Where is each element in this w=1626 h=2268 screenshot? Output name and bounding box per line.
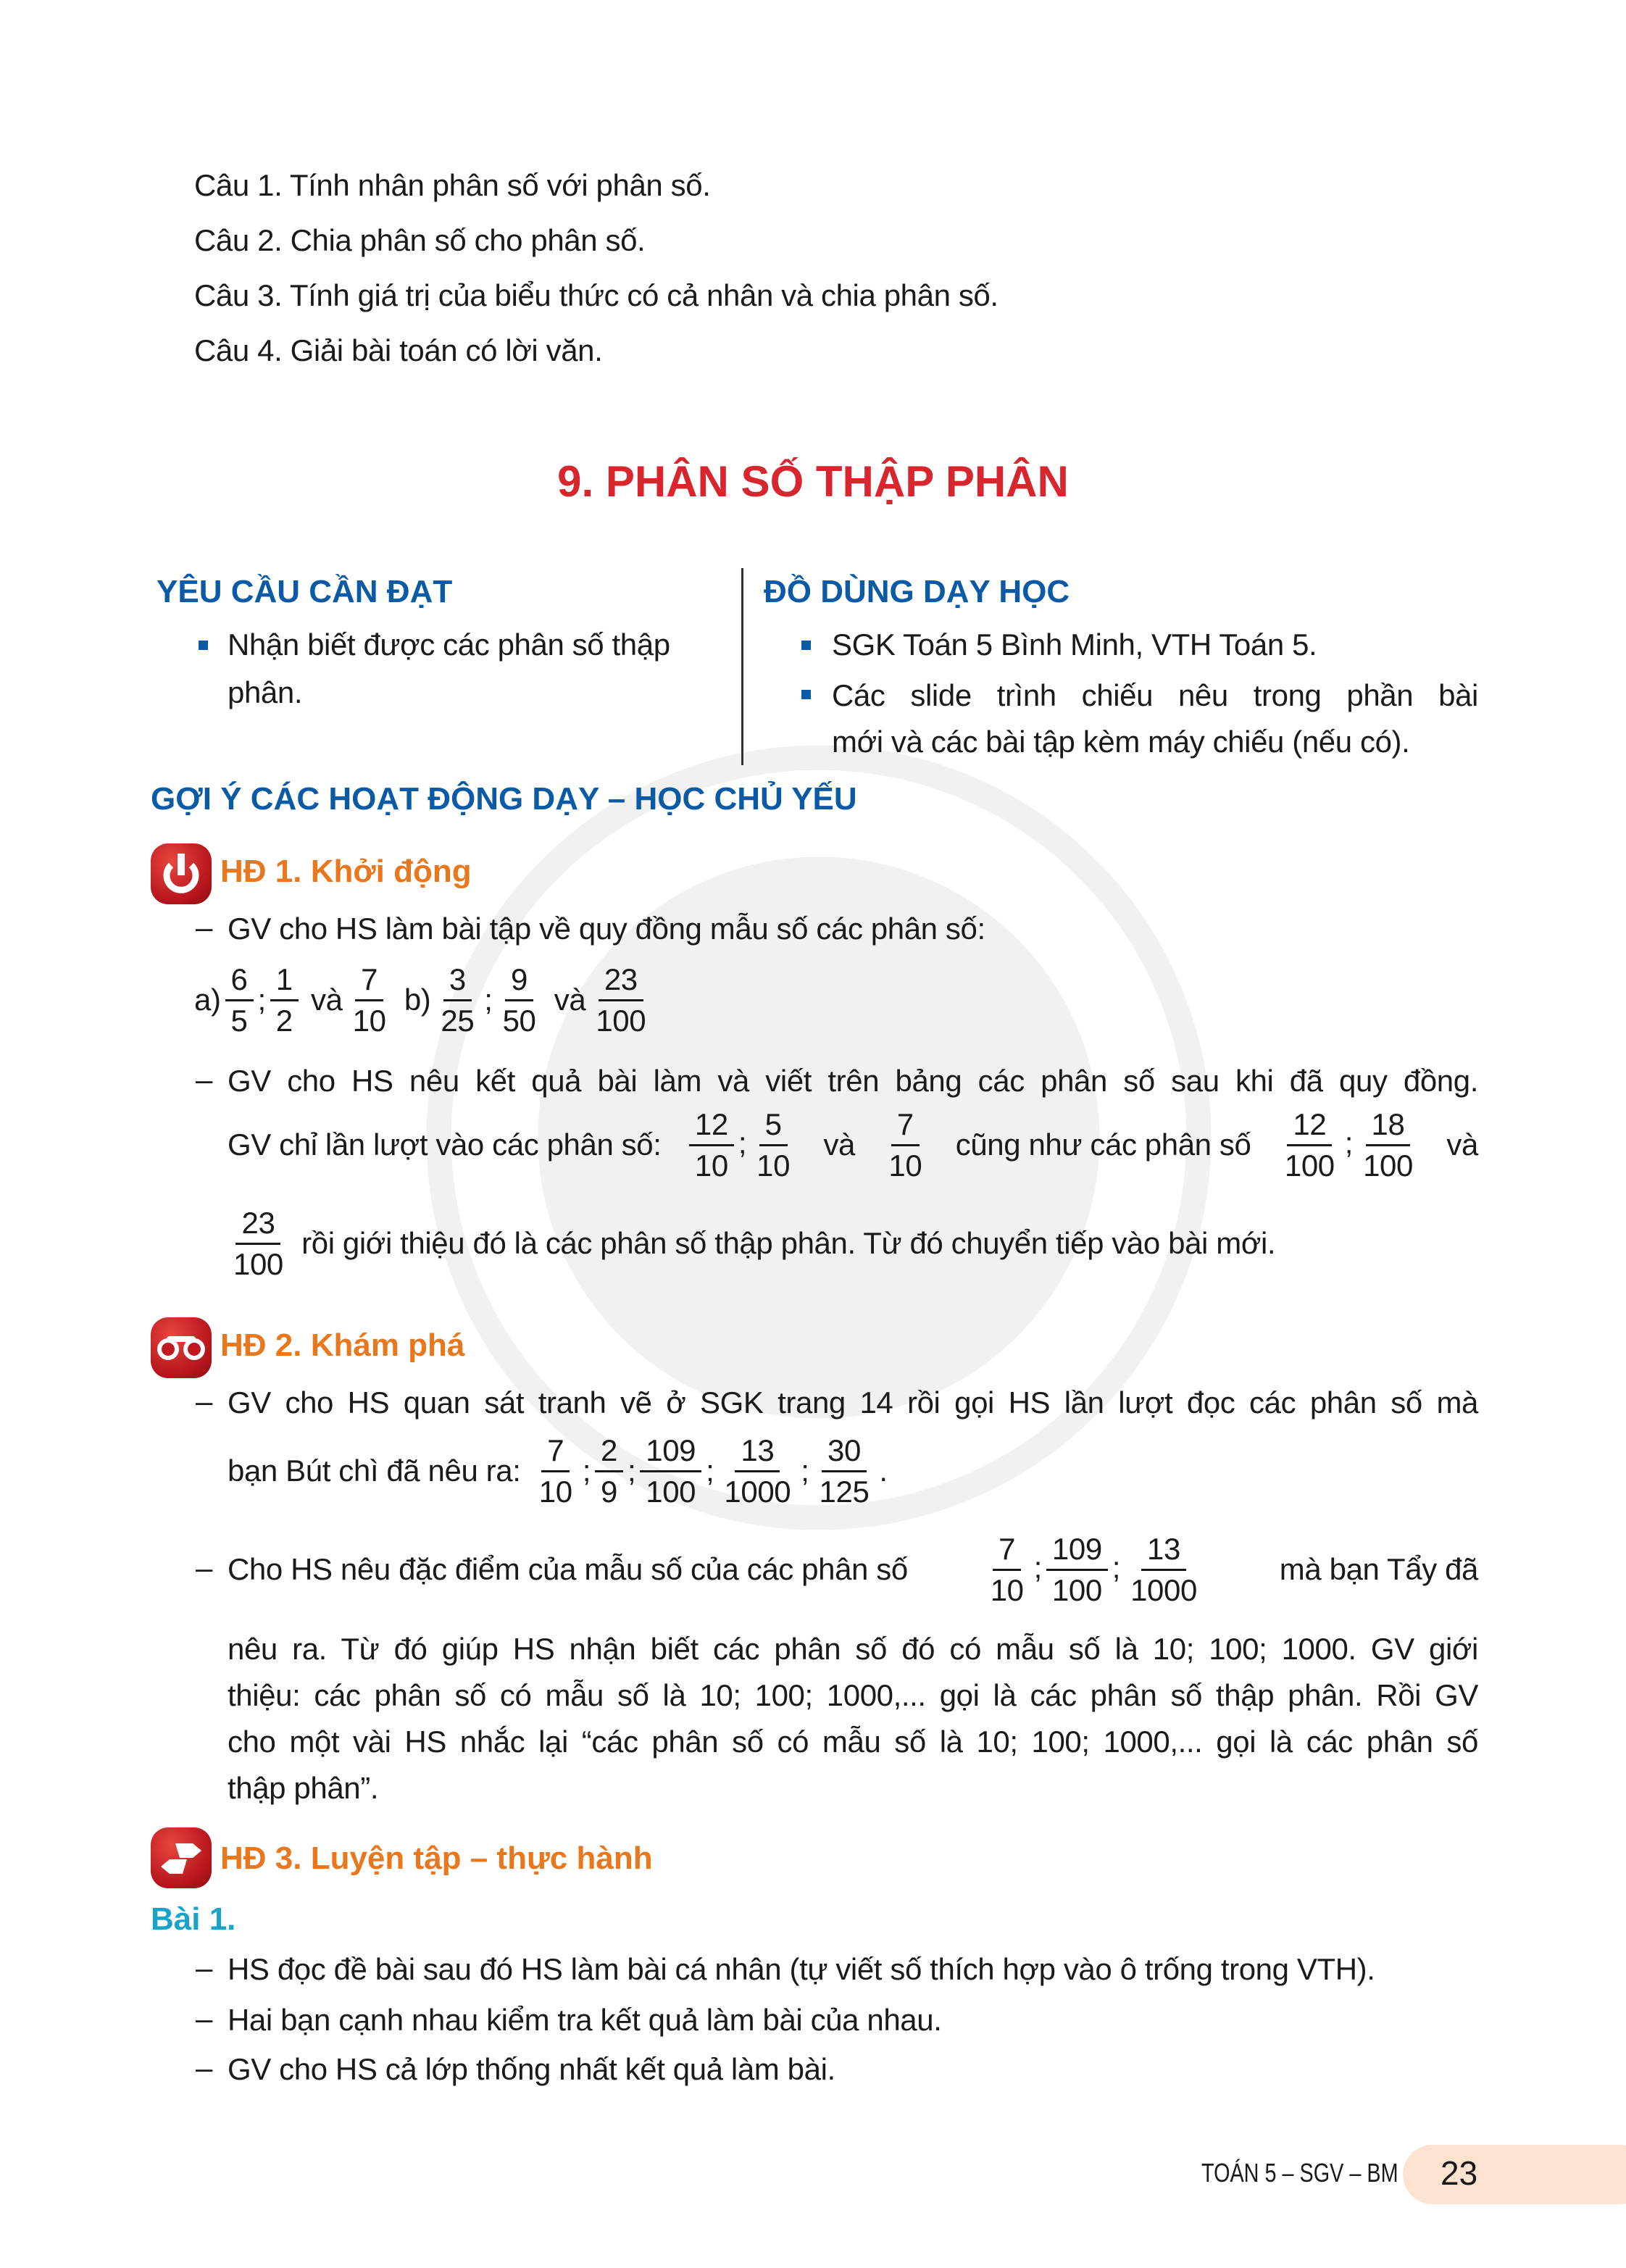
question-1: Câu 1. Tính nhân phân số với phân số. <box>194 168 711 202</box>
part-a-label: a) <box>194 983 221 1017</box>
fraction <box>883 1105 927 1185</box>
fraction <box>497 960 542 1041</box>
hd1-exercise-row <box>194 962 656 1038</box>
dash: – <box>196 1062 213 1096</box>
denominator: 100 <box>1051 1572 1102 1607</box>
denominator: 25 <box>441 1003 475 1038</box>
fraction <box>1357 1105 1419 1185</box>
numerator: 7 <box>541 1431 570 1472</box>
bullet <box>199 641 208 650</box>
denominator: 9 <box>600 1474 617 1509</box>
denominator: 10 <box>756 1148 791 1183</box>
denominator: 5 <box>230 1003 248 1038</box>
denominator: 100 <box>596 1003 646 1038</box>
denominator: 10 <box>990 1572 1024 1607</box>
numerator: 13 <box>735 1431 780 1472</box>
hd3-label: HĐ 3. Luyện tập – thực hành <box>220 1840 653 1876</box>
numerator: 7 <box>993 1530 1021 1571</box>
numerator: 3 <box>443 960 472 1001</box>
exercise-1-heading: Bài 1. <box>151 1901 236 1937</box>
fraction <box>814 1431 875 1512</box>
denominator: 10 <box>694 1148 728 1183</box>
separator: ; <box>257 983 266 1017</box>
hd2-line1: GV cho HS quan sát tranh vẽ ở SGK trang 14 rồi gọi HS lần lượt đọc các phân số mà <box>228 1385 1478 1419</box>
hd1-line4: $\frac{23}{100}$ rồi giới thiệu đó là các phân số thập phân. Từ đó chuyển tiếp vào bài mới. <box>228 1214 1275 1272</box>
hd2-para-line: nêu ra. Từ đó giúp HS nhận biết các phân số đó có mẫu số là 10; 100; 1000. GV giới <box>228 1632 1478 1666</box>
numerator: 109 <box>1046 1530 1108 1571</box>
numerator: 2 <box>595 1431 623 1472</box>
numerator: 18 <box>1366 1105 1411 1146</box>
and-word: và <box>311 983 343 1017</box>
numerator: 1 <box>270 960 299 1001</box>
binoculars-icon <box>151 1317 212 1378</box>
denominator: 10 <box>888 1148 922 1183</box>
dash: – <box>196 1951 213 1985</box>
numerator: 12 <box>1287 1105 1332 1146</box>
hd1-line3: GV chỉ lần lượt vào các phân số: $\frac{12}{10}$ ; $\frac{5}{10}$ và $\frac{7}{10}$ cũng như các phân số $\frac{12}{100}$ ; $\frac{18}{100}$ và <box>228 1116 1478 1174</box>
dash: – <box>196 1384 213 1418</box>
fraction <box>270 960 299 1041</box>
activities-heading: GỢI Ý CÁC HOẠT ĐỘNG DẠY – HỌC CHỦ YẾU <box>151 781 857 817</box>
denominator: 50 <box>502 1003 536 1038</box>
bullet <box>801 690 811 699</box>
numerator: 12 <box>689 1105 734 1146</box>
numerator: 23 <box>599 960 643 1001</box>
fraction <box>228 1204 289 1284</box>
dash: – <box>196 2001 213 2035</box>
page-number: 23 <box>1441 2154 1478 2192</box>
fraction <box>347 960 392 1041</box>
part-b-label: b) <box>404 983 431 1017</box>
dash: – <box>196 1551 213 1585</box>
denominator: 1000 <box>724 1474 791 1509</box>
numerator: 9 <box>505 960 533 1001</box>
denominator: 2 <box>275 1003 293 1038</box>
requirements-heading: YÊU CẦU CẦN ĐẠT <box>157 574 453 609</box>
material-item-cont: mới và các bài tập kèm máy chiếu (nếu có). <box>832 725 1410 759</box>
bullet <box>801 641 811 650</box>
hd2-para-line: cho một vài HS nhắc lại “các phân số có mẫu số là 10; 100; 1000,... gọi là các phân số <box>228 1725 1478 1759</box>
fraction <box>435 960 480 1041</box>
materials-heading: ĐỒ DÙNG DẠY HỌC <box>764 574 1070 609</box>
footer-book-title: TOÁN 5 – SGV – BM <box>1201 2158 1398 2188</box>
fraction <box>718 1431 796 1512</box>
numerator: 5 <box>759 1105 788 1146</box>
numerator: 6 <box>225 960 254 1001</box>
fraction <box>533 1431 578 1512</box>
and-word: và <box>554 983 586 1017</box>
page-number-pill <box>1403 2145 1626 2204</box>
numerator: 7 <box>891 1105 920 1146</box>
hd1-line2: GV cho HS nêu kết quả bài làm và viết trên bảng các phân số sau khi đã quy đồng. <box>228 1064 1478 1098</box>
dash: – <box>196 2051 213 2085</box>
question-3: Câu 3. Tính giá trị của biểu thức có cả nhân và chia phân số. <box>194 278 998 312</box>
denominator: 100 <box>233 1246 283 1281</box>
bai1-item: Hai bạn cạnh nhau kiểm tra kết quả làm bài của nhau. <box>228 2003 942 2037</box>
fraction <box>751 1105 796 1185</box>
fraction <box>689 1105 734 1185</box>
denominator: 125 <box>819 1474 870 1509</box>
requirement-item-cont: phân. <box>228 675 303 709</box>
question-4: Câu 4. Giải bài toán có lời văn. <box>194 333 603 367</box>
material-item: SGK Toán 5 Bình Minh, VTH Toán 5. <box>832 628 1317 662</box>
question-2: Câu 2. Chia phân số cho phân số. <box>194 223 646 257</box>
denominator: 100 <box>646 1474 696 1509</box>
hd1-line1: GV cho HS làm bài tập về quy đồng mẫu số các phân số: <box>228 912 985 946</box>
hd2-line3: Cho HS nêu đặc điểm của mẫu số của các phân số $\frac{7}{10}$ ; $\frac{109}{100}$ ; $\frac{13}{1000}$ mà bạn Tẩy đã <box>228 1541 1478 1598</box>
fraction <box>640 1431 701 1512</box>
denominator: 100 <box>1363 1148 1413 1183</box>
power-icon <box>151 843 212 904</box>
fraction <box>1046 1530 1108 1610</box>
numerator: 109 <box>640 1431 701 1472</box>
separator: ; <box>484 983 493 1017</box>
fraction <box>595 1431 623 1512</box>
column-divider <box>741 568 743 765</box>
dash: – <box>196 910 213 944</box>
bai1-item: HS đọc đề bài sau đó HS làm bài cá nhân (tự viết số thích hợp vào ô trống trong VTH). <box>228 1952 1375 1986</box>
requirement-item: Nhận biết được các phân số thập <box>228 628 670 662</box>
hands-icon <box>151 1827 212 1888</box>
denominator: 10 <box>352 1003 386 1038</box>
numerator: 13 <box>1141 1530 1186 1571</box>
fraction <box>985 1530 1030 1610</box>
fraction <box>590 960 651 1041</box>
numerator: 7 <box>355 960 383 1001</box>
hd2-line2: bạn Bút chì đã nêu ra: $\frac{7}{10}$ ; $\frac{2}{9}$ ; $\frac{109}{100}$ ; $\frac{13}{1000}$ ; $\frac{30}{125}$ . <box>228 1442 888 1500</box>
hd2-label: HĐ 2. Khám phá <box>220 1327 465 1363</box>
fraction <box>1279 1105 1341 1185</box>
hd2-para-line: thập phân”. <box>228 1771 379 1805</box>
numerator: 23 <box>235 1204 280 1245</box>
material-item: Các slide trình chiếu nêu trong phần bài <box>832 678 1478 712</box>
hd2-para-line: thiệu: các phân số có mẫu số là 10; 100; 1000,... gọi là các phân số thập phân. Rồi GV <box>228 1678 1478 1712</box>
hd1-label: HĐ 1. Khởi động <box>220 854 472 889</box>
lesson-title: 9. PHÂN SỐ THẬP PHÂN <box>557 457 1069 506</box>
numerator: 30 <box>822 1431 867 1472</box>
denominator: 10 <box>538 1474 572 1509</box>
denominator: 1000 <box>1130 1572 1197 1607</box>
fraction <box>225 960 254 1041</box>
denominator: 100 <box>1284 1148 1335 1183</box>
fraction <box>1125 1530 1203 1610</box>
bai1-item: GV cho HS cả lớp thống nhất kết quả làm bài. <box>228 2052 835 2086</box>
